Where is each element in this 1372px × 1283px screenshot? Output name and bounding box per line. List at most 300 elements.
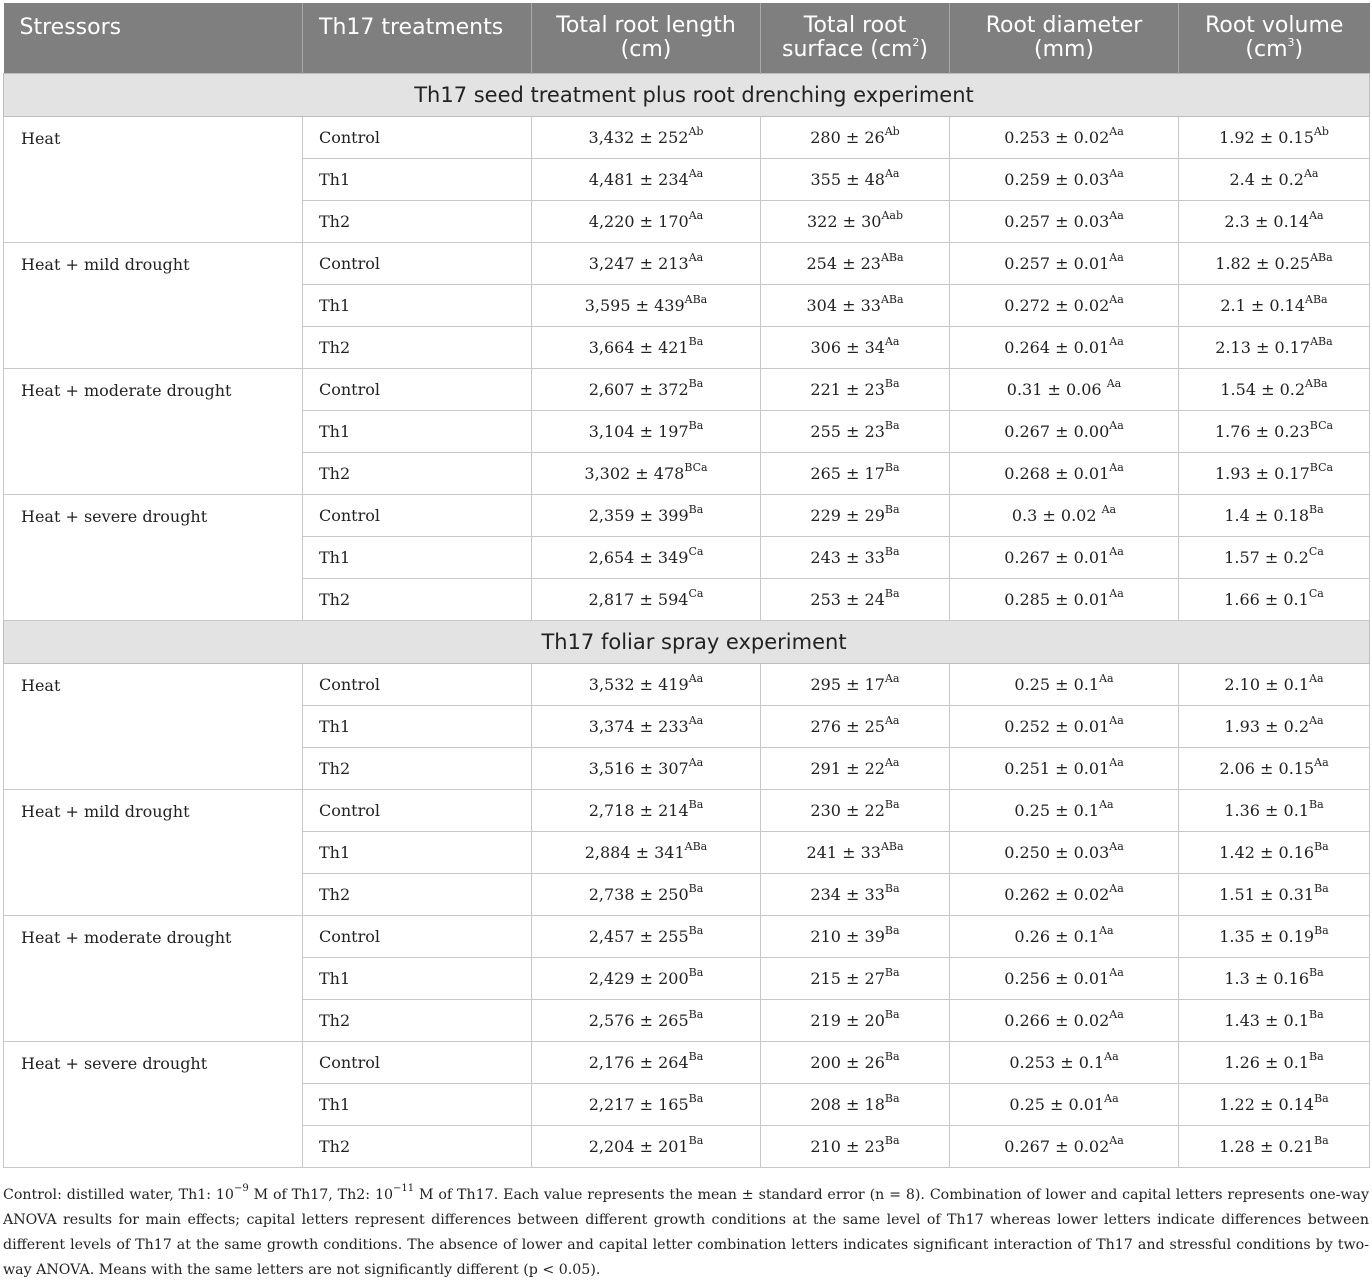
significance-letters: Ca [688,544,704,558]
volume-cell [1179,1126,1370,1168]
significance-letters: ABa [684,839,708,853]
stressor-cell: Heat + severe drought [4,495,303,621]
cell-value: 2,738 ± 250 [588,885,689,904]
length-cell [532,453,761,495]
significance-letters: Ba [884,502,900,516]
significance-letters: Aa [1303,166,1319,180]
cell-value: 276 ± 25 [810,717,885,736]
significance-letters: Ba [688,965,704,979]
volume-cell [1179,1042,1370,1084]
significance-letters: Aa [884,334,900,348]
treatment-cell: Control [303,495,532,537]
cell-value: 2,204 ± 201 [588,1137,689,1156]
diameter-cell [950,537,1179,579]
volume-cell [1179,832,1370,874]
diameter-cell [950,664,1179,706]
treatment-cell: Control [303,243,532,285]
significance-letters: Aa [688,250,704,264]
significance-letters: ABa [1305,292,1328,306]
significance-letters: Ba [884,797,900,811]
significance-letters: Ba [884,1091,900,1105]
significance-letters: ABa [1305,376,1328,390]
cell-value: 3,247 ± 213 [588,254,689,273]
cell-value: 2.1 ± 0.14 [1220,296,1306,315]
cell-value: 3,532 ± 419 [588,675,689,694]
diameter-cell [950,1126,1179,1168]
significance-letters: Ba [1309,965,1324,979]
cell-value: 3,432 ± 252 [588,128,689,147]
section-title: Th17 foliar spray experiment [4,621,1370,664]
treatment-cell: Control [303,664,532,706]
cell-value: 0.252 ± 0.01 [1004,717,1110,736]
significance-letters: Aa [1099,923,1114,937]
table-row [4,790,1370,832]
diameter-cell [950,1000,1179,1042]
treatment-cell: Th2 [303,579,532,621]
cell-value: 1.82 ± 0.25 [1215,254,1311,273]
length-cell [532,1042,761,1084]
table-footnote: Control: distilled water, Th1: $10^{-9}$ M of Th17, Th2: $10^{-11}$ M of Th17. Each value represents the mean ± standard error (n = 8). Combination of lower and capital letters represents one-way ANOVA results for main effects; capital letters represent differences between different growth conditions at the same level of Th17 whereas lower letters indicate differences between different levels of Th17 at the same growth conditions. The absence of lower and capital letter combination letters indicates significant interaction of Th17 and stressful conditions by two-way ANOVA. Means with the same letters are not significantly different (p < 0.05). [3,1183,1370,1278]
cell-value: 0.267 ± 0.00 [1004,422,1110,441]
stressor-cell: Heat + mild drought [4,790,303,916]
cell-value: 1.42 ± 0.16 [1219,843,1315,862]
volume-cell [1179,369,1370,411]
surface-cell [761,664,950,706]
cell-value: 200 ± 26 [810,1053,885,1072]
diameter-cell [950,579,1179,621]
surface-cell [761,327,950,369]
diameter-cell [950,159,1179,201]
cell-value: 265 ± 17 [810,464,885,483]
volume-cell [1179,117,1370,159]
surface-cell [761,832,950,874]
cell-value: 2,654 ± 349 [588,548,689,567]
significance-letters: Ba [1314,1133,1329,1147]
cell-value: 0.264 ± 0.01 [1004,338,1110,357]
significance-letters: Aa [1101,502,1117,516]
cell-value: 0.267 ± 0.01 [1004,548,1110,567]
cell-value: 1.35 ± 0.19 [1219,927,1315,946]
diameter-cell [950,1042,1179,1084]
significance-letters: Ba [884,418,900,432]
cell-value: 1.36 ± 0.1 [1224,801,1309,820]
significance-letters: Aa [884,755,900,769]
significance-letters: Aa [688,166,704,180]
cell-value: 0.25 ± 0.1 [1014,801,1100,820]
volume-cell [1179,327,1370,369]
table-row [4,664,1370,706]
cell-value: 3,374 ± 233 [588,717,689,736]
cell-value: 1.66 ± 0.1 [1224,590,1309,609]
diameter-cell [950,369,1179,411]
diameter-cell [950,874,1179,916]
cell-value: 219 ± 20 [810,1011,885,1030]
cell-value: 2,217 ± 165 [588,1095,689,1114]
length-cell [532,1084,761,1126]
significance-letters: Aa [1109,124,1124,138]
significance-letters: Ba [688,1007,704,1021]
significance-letters: Ba [884,376,900,390]
cell-value: 295 ± 17 [810,675,885,694]
cell-value: 0.31 ± 0.06 [1006,380,1107,399]
surface-cell [761,1084,950,1126]
surface-cell [761,579,950,621]
cell-value: 1.43 ± 0.1 [1224,1011,1309,1030]
header-treatments: Th17 treatments [303,3,532,74]
significance-letters: Ba [688,881,704,895]
length-cell [532,369,761,411]
stressor-cell: Heat [4,664,303,790]
significance-letters: Aab [881,208,904,222]
significance-letters: Ba [688,376,704,390]
significance-letters: Aa [1109,250,1124,264]
significance-letters: Aa [1109,1133,1124,1147]
length-cell [532,201,761,243]
significance-letters: Aa [1109,1007,1124,1021]
significance-letters: BCa [1309,418,1334,432]
cell-value: 1.51 ± 0.31 [1219,885,1315,904]
volume-cell [1179,411,1370,453]
volume-cell [1179,706,1370,748]
significance-letters: Ba [884,965,900,979]
stressor-cell: Heat + severe drought [4,1042,303,1168]
cell-value: 2,817 ± 594 [588,590,689,609]
length-cell [532,916,761,958]
cell-value: 0.25 ± 0.1 [1014,675,1100,694]
table-row [4,1042,1370,1084]
significance-letters: Ba [688,923,704,937]
significance-letters: Ba [884,544,900,558]
surface-cell [761,1042,950,1084]
length-cell [532,874,761,916]
surface-cell [761,243,950,285]
significance-letters: Aa [1109,418,1124,432]
section-row [4,621,1370,664]
length-cell [532,117,761,159]
volume-cell [1179,748,1370,790]
cell-value: 1.22 ± 0.14 [1219,1095,1315,1114]
cell-value: 2,457 ± 255 [588,927,689,946]
diameter-cell [950,201,1179,243]
cell-value: 221 ± 23 [810,380,885,399]
significance-letters: Ca [688,586,704,600]
cell-value: 1.54 ± 0.2 [1220,380,1306,399]
treatment-cell: Control [303,916,532,958]
cell-value: 0.259 ± 0.03 [1004,170,1110,189]
length-cell [532,748,761,790]
length-cell [532,958,761,1000]
header-root-diameter: Root diameter (mm) [950,3,1179,74]
significance-letters: Aa [884,713,900,727]
treatment-cell: Th2 [303,453,532,495]
length-cell [532,159,761,201]
cell-value: 0.251 ± 0.01 [1004,759,1110,778]
significance-letters: Aa [688,671,704,685]
significance-letters: Ab [884,124,900,138]
cell-value: 0.3 ± 0.02 [1011,506,1102,525]
cell-value: 1.93 ± 0.2 [1224,717,1310,736]
diameter-cell [950,832,1179,874]
diameter-cell [950,285,1179,327]
length-cell [532,790,761,832]
treatment-cell: Control [303,1042,532,1084]
cell-value: 0.25 ± 0.01 [1009,1095,1105,1114]
stressor-cell: Heat + mild drought [4,243,303,369]
significance-letters: Aa [688,755,704,769]
cell-value: 322 ± 30 [806,212,882,231]
cell-value: 2,359 ± 399 [588,506,689,525]
surface-cell [761,748,950,790]
treatment-cell: Th2 [303,1126,532,1168]
treatment-cell: Control [303,369,532,411]
significance-letters: Aa [1104,1049,1119,1063]
surface-cell [761,369,950,411]
cell-value: 280 ± 26 [810,128,885,147]
surface-cell [761,201,950,243]
significance-letters: Ab [688,124,704,138]
header-stressors: Stressors [4,3,303,74]
significance-letters: Aa [1109,544,1124,558]
cell-value: 2,884 ± 341 [584,843,685,862]
length-cell [532,327,761,369]
surface-cell [761,411,950,453]
stressor-cell: Heat [4,117,303,243]
cell-value: 4,481 ± 234 [588,170,689,189]
length-cell [532,832,761,874]
significance-letters: Aa [688,208,704,222]
surface-cell [761,958,950,1000]
length-cell [532,243,761,285]
cell-value: 0.268 ± 0.01 [1004,464,1110,483]
significance-letters: Ba [1309,1049,1324,1063]
volume-cell [1179,285,1370,327]
volume-cell [1179,579,1370,621]
significance-letters: Ba [1309,1007,1324,1021]
cell-value: 208 ± 18 [810,1095,885,1114]
significance-letters: ABa [880,292,904,306]
cell-value: 1.92 ± 0.15 [1219,128,1314,147]
significance-letters: Ba [1314,881,1329,895]
table-row [4,369,1370,411]
significance-letters: ABa [1310,250,1333,264]
cell-value: 304 ± 33 [806,296,881,315]
surface-cell [761,285,950,327]
significance-letters: Ba [884,1133,900,1147]
significance-letters: Ba [688,502,704,516]
length-cell [532,285,761,327]
volume-cell [1179,664,1370,706]
cell-value: 215 ± 27 [810,969,885,988]
cell-value: 291 ± 22 [810,759,885,778]
significance-letters: Aa [1109,881,1124,895]
surface-cell [761,916,950,958]
significance-letters: Aa [1109,460,1124,474]
significance-letters: Aa [1109,713,1124,727]
significance-letters: ABa [880,839,904,853]
diameter-cell [950,958,1179,1000]
stressor-cell: Heat + moderate drought [4,369,303,495]
section-row [4,74,1370,117]
table-body [4,74,1370,1168]
volume-cell [1179,874,1370,916]
volume-cell [1179,537,1370,579]
cell-value: 1.57 ± 0.2 [1224,548,1309,567]
surface-cell [761,706,950,748]
surface-cell [761,159,950,201]
cell-value: 1.93 ± 0.17 [1214,464,1310,483]
length-cell [532,495,761,537]
significance-letters: ABa [1310,334,1333,348]
diameter-cell [950,495,1179,537]
header-root-surface: Total root surface $(cm^2)$ [761,3,950,74]
cell-value: 355 ± 48 [810,170,885,189]
volume-cell [1179,453,1370,495]
diameter-cell [950,916,1179,958]
cell-value: 241 ± 33 [806,843,881,862]
significance-letters: Aa [884,166,900,180]
significance-letters: Aa [1099,797,1114,811]
table-row [4,495,1370,537]
treatment-cell: Control [303,117,532,159]
cell-value: 0.272 ± 0.02 [1004,296,1110,315]
treatment-cell: Th2 [303,748,532,790]
significance-letters: Ba [884,460,900,474]
treatment-cell: Th2 [303,1000,532,1042]
cell-value: 210 ± 39 [810,927,885,946]
cell-value: 253 ± 24 [810,590,885,609]
significance-letters: Ba [1314,839,1329,853]
diameter-cell [950,790,1179,832]
cell-value: 2,176 ± 264 [588,1053,689,1072]
cell-value: 0.267 ± 0.02 [1004,1137,1110,1156]
significance-letters: Aa [1109,965,1124,979]
surface-cell [761,1000,950,1042]
significance-letters: Aa [1309,713,1324,727]
volume-cell [1179,790,1370,832]
section-title: Th17 seed treatment plus root drenching experiment [4,74,1370,117]
treatment-cell: Th1 [303,706,532,748]
significance-letters: Ba [884,586,900,600]
table-row [4,117,1370,159]
cell-value: 3,302 ± 478 [584,464,685,483]
significance-letters: Ba [688,334,704,348]
cell-value: 2.3 ± 0.14 [1224,212,1310,231]
cell-value: 1.76 ± 0.23 [1214,422,1310,441]
length-cell [532,579,761,621]
significance-letters: Ba [1314,1091,1329,1105]
cell-value: 0.257 ± 0.01 [1004,254,1110,273]
significance-letters: Aa [1109,166,1124,180]
surface-cell [761,874,950,916]
surface-cell [761,117,950,159]
cell-value: 234 ± 33 [810,885,885,904]
header-root-length: Total root length (cm) [532,3,761,74]
significance-letters: Aa [1109,292,1124,306]
cell-value: 2,576 ± 265 [588,1011,689,1030]
significance-letters: Aa [1109,839,1124,853]
significance-letters: Ba [884,1049,900,1063]
cell-value: 306 ± 34 [810,338,885,357]
cell-value: 0.253 ± 0.1 [1009,1053,1105,1072]
cell-value: 254 ± 23 [806,254,881,273]
header-root-volume: Root volume $(cm^3)$ [1179,3,1370,74]
significance-letters: Ba [1314,923,1329,937]
significance-letters: Ba [688,1091,704,1105]
header-row [4,3,1370,74]
significance-letters: Aa [1106,376,1122,390]
stressor-cell: Heat + moderate drought [4,916,303,1042]
significance-letters: Aa [1109,208,1124,222]
cell-value: 1.3 ± 0.16 [1224,969,1309,988]
cell-value: 0.257 ± 0.03 [1004,212,1110,231]
cell-value: 2.13 ± 0.17 [1215,338,1311,357]
volume-cell [1179,159,1370,201]
significance-letters: Aa [884,671,900,685]
cell-value: 1.26 ± 0.1 [1224,1053,1309,1072]
significance-letters: Aa [1309,208,1324,222]
treatment-cell: Th1 [303,832,532,874]
diameter-cell [950,411,1179,453]
significance-letters: Ba [688,1049,704,1063]
cell-value: 3,104 ± 197 [588,422,689,441]
cell-value: 0.262 ± 0.02 [1004,885,1110,904]
length-cell [532,411,761,453]
volume-cell [1179,1000,1370,1042]
significance-letters: ABa [880,250,904,264]
diameter-cell [950,1084,1179,1126]
surface-cell [761,453,950,495]
root-traits-table [3,3,1370,1168]
significance-letters: BCa [684,460,708,474]
length-cell [532,1126,761,1168]
diameter-cell [950,117,1179,159]
diameter-cell [950,706,1179,748]
diameter-cell [950,748,1179,790]
volume-cell [1179,201,1370,243]
cell-value: 2.06 ± 0.15 [1219,759,1315,778]
treatment-cell: Th1 [303,159,532,201]
length-cell [532,664,761,706]
cell-value: 4,220 ± 170 [588,212,689,231]
cell-value: 1.4 ± 0.18 [1224,506,1309,525]
significance-letters: Ba [688,418,704,432]
cell-value: 2,607 ± 372 [588,380,689,399]
significance-letters: Ba [1309,797,1324,811]
surface-cell [761,790,950,832]
cell-value: 0.26 ± 0.1 [1014,927,1100,946]
cell-value: 2,718 ± 214 [588,801,689,820]
cell-value: 3,516 ± 307 [588,759,689,778]
volume-cell [1179,1084,1370,1126]
length-cell [532,1000,761,1042]
significance-letters: Ca [1308,586,1324,600]
cell-value: 3,664 ± 421 [588,338,689,357]
volume-cell [1179,958,1370,1000]
diameter-cell [950,327,1179,369]
treatment-cell: Th1 [303,1084,532,1126]
volume-cell [1179,916,1370,958]
treatment-cell: Th2 [303,201,532,243]
cell-value: 210 ± 23 [810,1137,885,1156]
treatment-cell: Th1 [303,285,532,327]
treatment-cell: Control [303,790,532,832]
volume-cell [1179,495,1370,537]
significance-letters: Ba [688,1133,704,1147]
cell-value: 243 ± 33 [810,548,885,567]
significance-letters: Ba [884,881,900,895]
cell-value: 0.285 ± 0.01 [1004,590,1110,609]
significance-letters: Aa [1099,671,1114,685]
